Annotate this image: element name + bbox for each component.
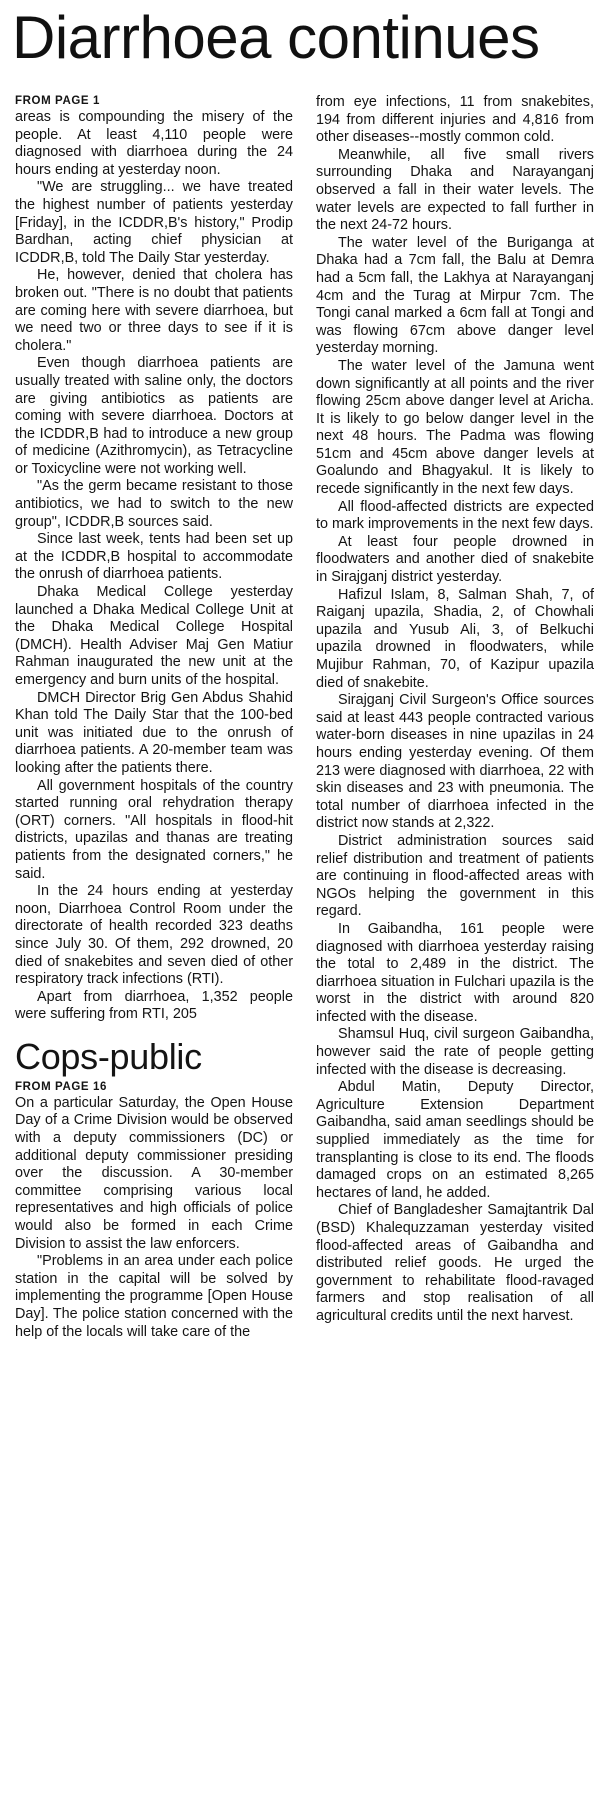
article-paragraph: At least four people drowned in floodwaters and another died of snakebite in Sirajganj district yesterday.: [316, 533, 594, 586]
article-paragraph: District administration sources said relief distribution and treatment of patients are continuing in flood-affected areas with NGOs helping the government in this regard.: [316, 832, 594, 920]
article-paragraph: Since last week, tents had been set up at the ICDDR,B hospital to accommodate the onrush of diarrhoea patients.: [15, 531, 293, 583]
second-article-kicker: FROM PAGE 16: [15, 1080, 107, 1093]
article-paragraph: In Gaibandha, 161 people were diagnosed with diarrhoea yesterday raising the total to 2,489 in the district. The diarrhoea situation in Fulchari upazila is the worst in the district with around 820 infected with the disease.: [316, 920, 594, 1025]
article-paragraph: DMCH Director Brig Gen Abdus Shahid Khan told The Daily Star that the 100-bed unit was initiated due to the onrush of diarrhoea patients. A 20-member team was looking after the patients there.: [15, 689, 293, 776]
second-article-headline: Cops-public: [15, 1035, 202, 1077]
article-paragraph: He, however, denied that cholera has broken out. "There is no doubt that patients are coming here with severe diarrhoea, but we need two or three days to see if it is cholera.": [15, 267, 293, 354]
article-paragraph: Abdul Matin, Deputy Director, Agriculture Extension Department Gaibandha, said aman seedlings should be supplied immediately as the time for transplanting is close to its end. The floods damaged crops on an estimated 8,265 hectares of land, he added.: [316, 1079, 594, 1201]
article-paragraph: On a particular Saturday, the Open House Day of a Crime Division would be observed with a deputy commissioners (DC) or additional deputy commissioner presiding over the discussion. A 30-member committee comprising various local representatives and high officials of police would also be formed in each Crime Division to assist the law enforcers.: [15, 1094, 293, 1252]
article-paragraph: "As the germ became resistant to those antibiotics, we had to switch to the new group", ICDDR,B sources said.: [15, 478, 293, 530]
right-column: [316, 94, 594, 1326]
article-paragraph: All flood-affected districts are expected to mark improvements in the next few days.: [316, 498, 594, 533]
article-paragraph: Even though diarrhoea patients are usually treated with saline only, the doctors are giving antibiotics as patients are coming with severe diarrhoea. Doctors at the ICDDR,B had to introduce a new group of medicine (Azithromycin), as Tetracycline or Toxicycline were not working well.: [15, 355, 293, 477]
article-paragraph: All government hospitals of the country started running oral rehydration therapy (ORT) corners. "All hospitals in flood-hit districts, upazilas and thanas are treating patients from the designated corners," he said.: [15, 777, 293, 882]
article-paragraph: areas is compounding the misery of the people. At least 4,110 people were diagnosed with diarrhoea during the 24 hours ending at yesterday noon.: [15, 109, 293, 178]
article-paragraph: Dhaka Medical College yesterday launched a Dhaka Medical College Unit at the Dhaka Medical College Hospital (DMCH). Health Adviser Maj Gen Matiur Rahman inaugurated the new unit at the emergency and burn units of the hospital.: [15, 584, 293, 688]
article-paragraph: Apart from diarrhoea, 1,352 people were suffering from RTI, 205: [15, 988, 293, 1023]
article-paragraph: The water level of the Jamuna went down significantly at all points and the river flowing 25cm above danger level at Aricha. It is likely to go below danger level in the next 48 hours. The Padma was flowing 51cm and 45cm above danger levels at Goalundo and Bhagyakul. It is likely to recede significantly in the next few days.: [316, 357, 594, 498]
left-column: [15, 94, 293, 1341]
article-paragraph: "We are struggling... we have treated the highest number of patients yesterday [Friday], in the ICDDR,B's history," Prodip Bardhan, acting chief physician at ICDDR,B, told The Daily Star yesterday.: [15, 179, 293, 266]
article-paragraph: Sirajganj Civil Surgeon's Office sources said at least 443 people contracted various water-born diseases in nine upazilas in 24 hours ending yesterday evening. Of them 213 were diagnosed with diarrhoea, 22 with skin diseases and 23 with pneumonia. The total number of diarrhoea infected in the district now stands at 2,322.: [316, 692, 594, 832]
article-paragraph: "Problems in an area under each police station in the capital will be solved by implementing the programme [Open House Day]. The police station concerned with the help of the locals will take care of the: [15, 1253, 293, 1340]
article-paragraph: Shamsul Huq, civil surgeon Gaibandha, however said the rate of people getting infected with the disease is decreasing.: [316, 1026, 594, 1078]
article-paragraph: Hafizul Islam, 8, Salman Shah, 7, of Raiganj upazila, Shadia, 2, of Chowhali upazila and Yusub Ali, 3, of Belkuchi upazila drowned in floodwaters, while Mujibur Rahman, 70, of Kazipur upazila died of snakebite.: [316, 586, 594, 691]
article-headline: Diarrhoea continues: [12, 4, 540, 71]
article-paragraph: The water level of the Buriganga at Dhaka had a 7cm fall, the Balu at Demra had a 5cm fall, the Lakhya at Narayanganj 4cm and the Turag at Mirpur 7cm. The Tongi canal marked a 6cm fall at Tongi and was flowing 67cm above danger level yesterday morning.: [316, 234, 594, 357]
article-paragraph: from eye infections, 11 from snakebites, 194 from different injuries and 4,816 from other diseases--mostly common cold.: [316, 94, 594, 146]
article-paragraph: In the 24 hours ending at yesterday noon, Diarrhoea Control Room under the directorate of health recorded 323 deaths since July 30. Of them, 292 drowned, 20 died of snakebites and seven died of other respiratory track infections (RTI).: [15, 883, 293, 988]
article-paragraph: Chief of Bangladesher Samajtantrik Dal (BSD) Khalequzzaman yesterday visited flood-affected areas of Gaibandha and distributed relief goods. He urged the government to rehabilitate flood-ravaged farmers and stop realisation of all agricultural credits until the next harvest.: [316, 1202, 594, 1324]
article-paragraph: Meanwhile, all five small rivers surrounding Dhaka and Narayanganj observed a fall in their water levels. The water levels are expected to fall further in the next 24-72 hours.: [316, 146, 594, 234]
article-kicker: FROM PAGE 1: [15, 95, 100, 107]
